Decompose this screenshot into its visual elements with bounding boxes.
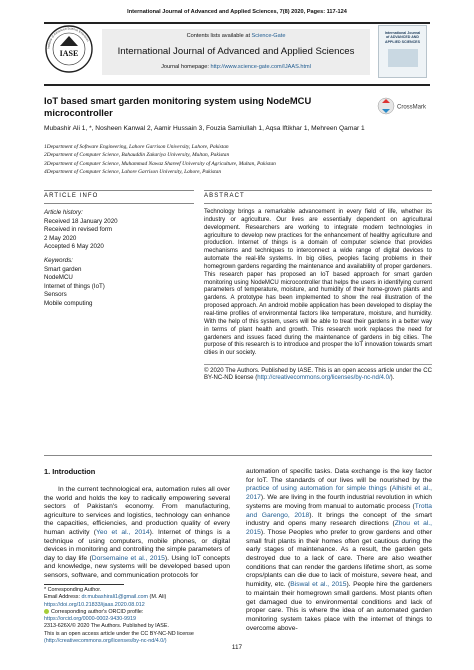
crossmark-label: CrossMark bbox=[397, 104, 427, 111]
footnote-license-link[interactable]: (http://creativecommons.org/licenses/by-nc-nd/4.0/) bbox=[44, 638, 167, 645]
citation-link[interactable]: Yeo et al., 2014 bbox=[95, 528, 150, 536]
license-line: This is an open access article under the CC BY-NC-ND license bbox=[44, 630, 194, 637]
keyword-item: NodeMCU bbox=[44, 274, 73, 282]
affiliation-4: 4Department of Computer Science, Lahore Garrison University, Lahore, Pakistan bbox=[44, 169, 222, 176]
corresponding-author: * Corresponding Author. bbox=[44, 587, 102, 593]
info-top-rule bbox=[44, 190, 194, 191]
right-column-text bbox=[246, 468, 432, 633]
page-number: 117 bbox=[231, 644, 243, 651]
article-info-heading: ARTICLE INFO bbox=[44, 193, 99, 199]
copyright-text: © 2020 The Authors. Published by IASE. This is an open access article under the CC BY-NC-ND license ( bbox=[204, 367, 432, 382]
body-text: automation of specific tasks. Data exchange is the key factor for IoT. The standards of our lives will be nourished by the bbox=[246, 468, 432, 484]
abstract-top-rule bbox=[204, 190, 432, 191]
copyright-end: ). bbox=[390, 375, 395, 382]
citation-link[interactable]: practice of using automation for simple things bbox=[246, 485, 387, 493]
email-line bbox=[44, 594, 236, 601]
introduction-paragraph bbox=[44, 486, 230, 581]
cover-title: International Journal of ADVANCED AND APPLIED SCIENCES bbox=[384, 31, 421, 44]
revised-label: Received in revised form bbox=[44, 226, 113, 234]
keyword-item: Sensors bbox=[44, 291, 67, 299]
abstract-copyright bbox=[204, 368, 432, 384]
journal-citation: International Journal of Advanced and Applied Sciences, 7(8) 2020, Pages: 117-124 bbox=[127, 9, 347, 15]
cover-graphic bbox=[388, 49, 418, 67]
homepage-link[interactable]: http://www.science-gate.com/IJAAS.html bbox=[210, 64, 311, 70]
doi-link[interactable]: https://doi.org/10.21833/ijaas.2020.08.012 bbox=[44, 601, 145, 608]
affiliation-2: 2Department of Computer Science, Bahauddin Zakariya University, Multan, Pakistan bbox=[44, 152, 230, 159]
homepage-line bbox=[102, 64, 370, 70]
citation-link[interactable]: Biswal et al., 2015 bbox=[290, 581, 347, 589]
science-gate-link[interactable]: Science-Gate bbox=[251, 33, 286, 39]
intro-text: ). Internet of things is a technique of using computers, mobile phones, or digital devices in monitoring and controlling the simple parameters of day to day life ( bbox=[44, 528, 230, 562]
email-label: Email Address: bbox=[44, 594, 82, 601]
journal-cover-thumbnail bbox=[378, 25, 427, 78]
email-suffix: (M. Ali) bbox=[148, 594, 167, 601]
keywords-label: Keywords: bbox=[44, 256, 73, 264]
accepted-date: Accepted 6 May 2020 bbox=[44, 243, 104, 251]
contents-prefix: Contents lists available at bbox=[186, 33, 252, 39]
abstract-paragraph: Technology brings a remarkable advancement in every field of life, whether its industry or agriculture. Our lives are essentially dependent on agricultural development. Researchers are working to integrate modern technologies in agriculture to develop new practices for the enhancement of healthy agriculture and production. Internet of things is a domain of computer science that provides mechanisms and techniques to interconnect a wide range of digital devices to automate the real-life systems. In big cities, peoples facing problems in their homegrown gardens regarding the maintenance and availability of proper gardeners. This research paper has proposed an IoT based approach for smart garden monitoring using NodeMCU microcontroller that helps the users in identifying current parameters of temperature, moisture, and humidity of their home-grown plants and gardens. A prototype has been implemented to show the real illustration of the proposed approach. An android mobile application has been developed to display the real-time profiles of environmental factors like temperature, moisture, and humidity. With the help of this system, users will be able to treat their gardens in a better way in terms of plant health and growth. This research work replaces the need for gardeners and issues faced during the maintenance of gardens in big cities. The purpose of this research is to introduce and prosper the IoT innovation towards smart cities in our society. bbox=[204, 209, 432, 357]
license-link[interactable]: http://creativecommons.org/licenses/by-nc-nd/4.0/ bbox=[257, 375, 391, 382]
orcid-line bbox=[44, 609, 236, 616]
footnote-rule bbox=[44, 584, 124, 585]
abstract-copyright-rule bbox=[204, 364, 432, 365]
body-text: ). Those Peoples who prefer to grow gardens and other small fruit plants in their homes often get cautious during the early stages of maintenance. As a result, the garden gets destroyed due to a lack of care. There are also weather conditions that can render the gardens lifetime short, as some crops/plants can die due to lack of moisture, severe heat, and humidity, etc. ( bbox=[246, 528, 432, 589]
received-date: Received 18 January 2020 bbox=[44, 217, 118, 225]
orcid-label: Corresponding author's ORCID profile: bbox=[51, 608, 144, 615]
footnotes bbox=[44, 587, 236, 645]
citation-link[interactable]: Alhishi et al., 2017 bbox=[246, 485, 432, 502]
header-bottom-rule bbox=[44, 84, 430, 86]
issn-line: 2313-626X/© 2020 The Authors. Published by IASE. bbox=[44, 623, 169, 630]
abstract-heading: ABSTRACT bbox=[204, 193, 245, 199]
body-text: ). It brings the concept of the smart industry and opens many research directions ( bbox=[246, 511, 432, 528]
logo-text: IASE bbox=[59, 49, 79, 58]
keyword-item: Mobile computing bbox=[44, 299, 93, 307]
journal-name: International Journal of Advanced and Applied Sciences bbox=[117, 46, 355, 57]
body-text: ). We are living in the fourth industrial revolution in which systems are moving from manual to automatic process ( bbox=[246, 494, 432, 510]
intro-text: In the current technological era, automation rules all over the world and holds the key to radically empowering several sectors of Pakistan's economy. From manufacturing, agriculture to services and logistics, technology can enhance the capacities, efficiencies, and production quality of every human activity ( bbox=[44, 486, 230, 536]
abstract-bottom-rule bbox=[204, 203, 432, 204]
body-text: ). People hire the gardeners to maintain their homegrown small gardens. Most plants often get damaged due to environmental conditions and lack of proper care. This is where the idea of an automated garden monitoring system takes place with the internet of things to overcome above- bbox=[246, 581, 432, 632]
affiliations bbox=[44, 143, 434, 177]
homepage-prefix: Journal homepage: bbox=[161, 64, 211, 70]
crossmark-badge[interactable] bbox=[377, 96, 429, 116]
orcid-icon bbox=[44, 609, 49, 614]
logo-ring-text: Institute of Advanced Science Extension bbox=[46, 26, 90, 50]
header-top-rule bbox=[44, 22, 430, 24]
article-title: IoT based smart garden monitoring system using NodeMCU microcontroller bbox=[44, 95, 312, 118]
article-info-body bbox=[44, 209, 194, 309]
keyword-item: Smart garden bbox=[44, 265, 82, 273]
history-label: Article history: bbox=[44, 209, 83, 216]
citation-link[interactable]: Trotta and Garengo, 2018 bbox=[246, 502, 432, 519]
abstract-body bbox=[204, 209, 432, 383]
email-link[interactable]: dr.mubashirali1@gmail.com bbox=[81, 594, 149, 601]
info-bottom-rule bbox=[44, 203, 194, 204]
revised-date: 2 May 2020 bbox=[44, 234, 77, 242]
citation-link[interactable]: Zhou et al., 2015 bbox=[246, 520, 432, 536]
author-list: Mubashir Ali 1, *, Nosheen Kanwal 2, Aamir Hussain 3, Fouzia Samiullah 1, Aqsa Iftikhar 1, Mehreen Qamar 1 bbox=[44, 125, 365, 132]
intro-text: ). Using IoT concepts and knowledge, new systems will be developed based upon sensors, software, and communication protocols for bbox=[44, 554, 230, 579]
introduction-heading: 1. Introduction bbox=[44, 467, 96, 476]
affiliation-1: 1Department of Software Engineering, Lahore Garrison University, Lahore, Pakistan bbox=[44, 144, 229, 150]
contents-line bbox=[102, 33, 370, 39]
body-text: ( bbox=[386, 485, 392, 493]
abstract-end-rule bbox=[44, 455, 432, 456]
affiliation-3: 3Department of Computer Science, Muhammad Nawaz Shareef University of Agriculture, Multan, Pakistan bbox=[44, 160, 276, 167]
orcid-link[interactable]: https://orcid.org/0000-0002-9430-9919 bbox=[44, 616, 137, 623]
keyword-item: Internet of things (IoT) bbox=[44, 282, 105, 290]
citation-link[interactable]: Dorsemaine et al., 2015 bbox=[91, 554, 165, 562]
iase-logo bbox=[44, 24, 94, 74]
